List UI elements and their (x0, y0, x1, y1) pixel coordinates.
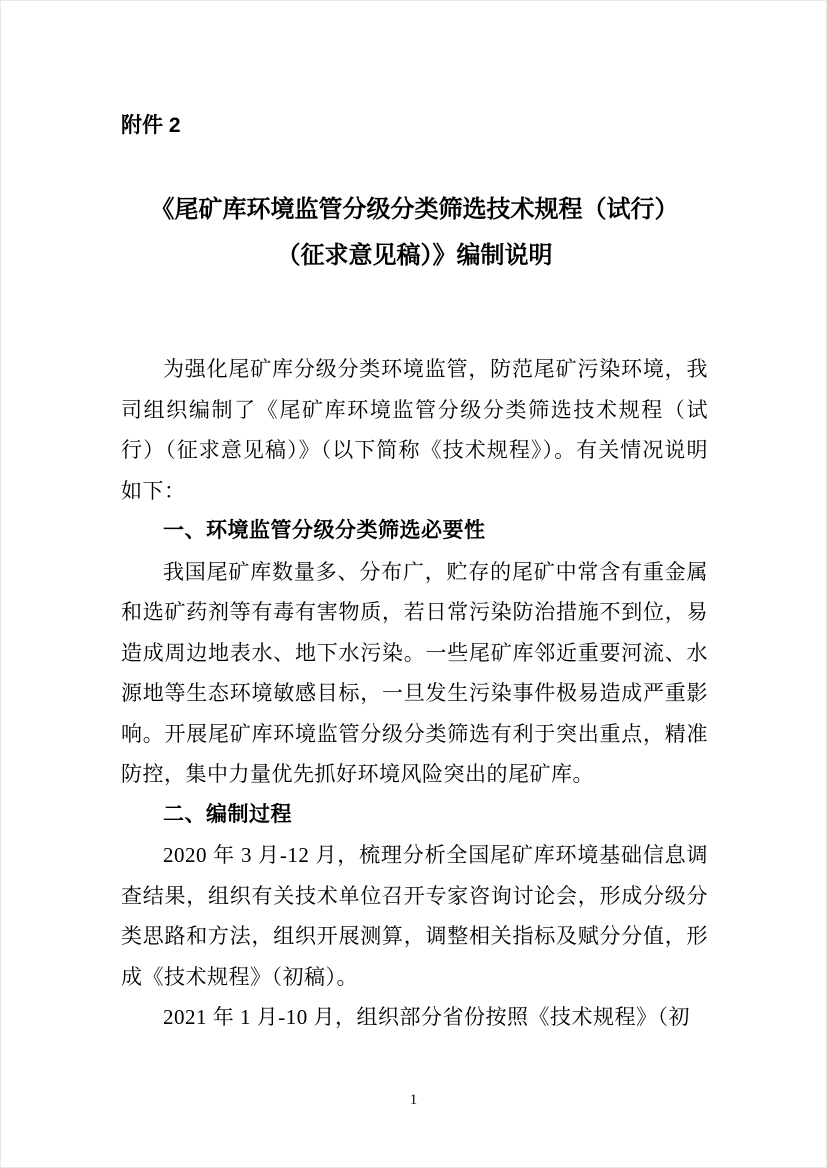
paragraph-2: 2020 年 3 月-12 月，梳理分析全国尾矿库环境基础信息调查结果，组织有关技术单位召开专家咨询讨论会，形成分级分类思路和方法，组织开展测算，调整相关指标及赋分分值，形成《技术规程》（初稿）。 (121, 843, 708, 989)
document-body (1, 1, 826, 1038)
document-title-line-1: 《尾矿库环境监管分级分类筛选技术规程（试行） (150, 196, 679, 223)
attachment-label: 附件 2 (121, 114, 181, 137)
paragraph-intro: 为强化尾矿库分级分类环境监管，防范尾矿污染环境，我司组织编制了《尾矿库环境监管分级分类筛选技术规程（试行）（征求意见稿）》（以下简称《技术规程》）。有关情况说明如下： (121, 357, 708, 503)
section-heading-1: 一、环境监管分级分类筛选必要性 (163, 519, 486, 542)
paragraph-3-truncated: 2021 年 1 月-10 月，组织部分省份按照《技术规程》（初 (163, 1005, 690, 1029)
section-heading-2: 二、编制过程 (163, 802, 292, 826)
document-title-line-2: （征求意见稿）》编制说明 (276, 242, 553, 269)
document-title (121, 187, 708, 279)
page-number: 1 (409, 1092, 418, 1108)
paragraph-1: 我国尾矿库数量多、分布广，贮存的尾矿中常含有重金属和选矿药剂等有毒有害物质，若日常污染防治措施不到位，易造成周边地表水、地下水污染。一些尾矿库邻近重要河流、水源地等生态环境敏感目标，一旦发生污染事件极易造成严重影响。开展尾矿库环境监管分级分类筛选有利于突出重点，精准防控，集中力量优先抓好环境风险突出的尾矿库。 (121, 559, 708, 786)
